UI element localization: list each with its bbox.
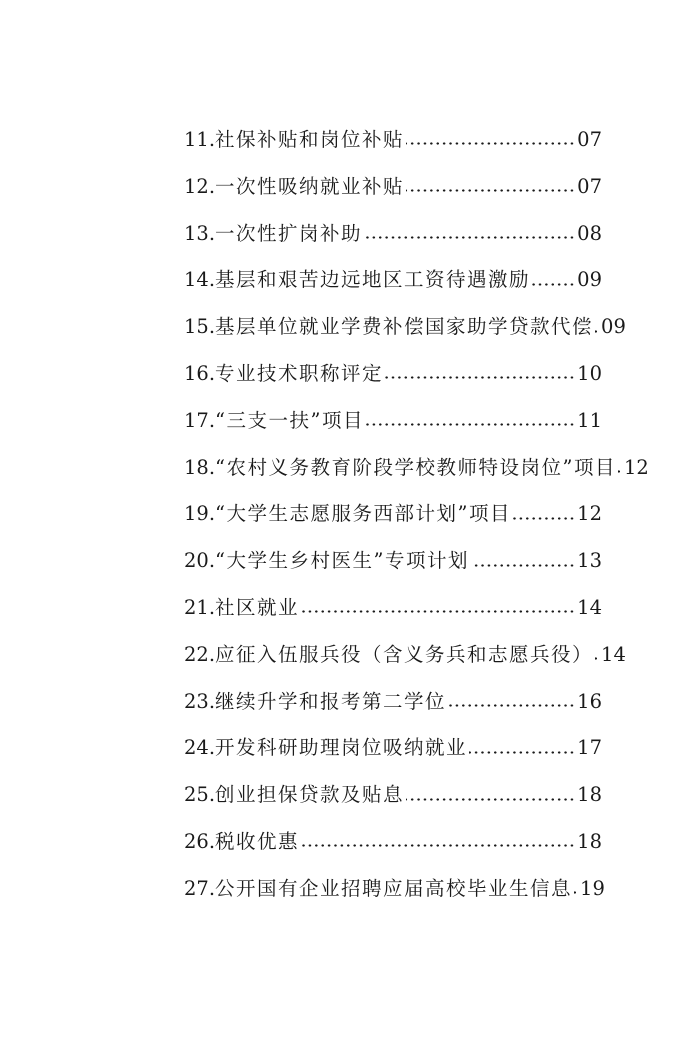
entry-title: “三支一扶”项目 [215, 408, 364, 432]
entry-page-number: 10 [577, 361, 602, 385]
entry-page-number: 08 [577, 221, 602, 245]
dot-leader [530, 257, 577, 304]
entry-title: 开发科研助理岗位吸纳就业 [215, 736, 468, 760]
entry-title: 社区就业 [215, 595, 300, 619]
toc-entry-20[interactable] [184, 538, 602, 585]
entry-number: 20. [184, 549, 216, 573]
toc-entry-13[interactable] [184, 211, 602, 258]
entry-number: 14. [184, 268, 216, 292]
dot-leader [383, 351, 577, 398]
entry-page-number: 14 [601, 642, 626, 666]
toc-entry-27[interactable] [184, 866, 605, 913]
entry-number: 17. [184, 408, 216, 432]
entry-page-number: 07 [577, 128, 602, 151]
entry-title: “农村义务教育阶段学校教师特设岗位”项目 [215, 455, 616, 479]
entry-page-number: 19 [580, 876, 605, 900]
entry-number: 18. [184, 455, 216, 479]
entry-title: 基层和艰苦边远地区工资待遇激励 [215, 268, 531, 292]
entry-number: 21. [184, 595, 216, 619]
entry-title: 创业担保贷款及贴息 [215, 783, 405, 807]
entry-number: 23. [184, 689, 216, 713]
entry-title: 公开国有企业招聘应届高校毕业生信息 [215, 876, 573, 900]
entry-number: 27. [184, 876, 216, 900]
entry-page-number: 14 [577, 595, 602, 619]
dot-leader [572, 866, 580, 913]
dot-leader [362, 211, 577, 258]
toc-entry-24[interactable] [184, 725, 602, 772]
toc-entry-21[interactable] [184, 585, 602, 632]
entry-page-number: 09 [577, 268, 602, 292]
entry-page-number: 18 [577, 829, 602, 853]
toc-entry-26[interactable] [184, 819, 602, 866]
dot-leader [469, 538, 577, 585]
toc-entry-18[interactable] [184, 445, 649, 492]
toc-entry-23[interactable] [184, 679, 602, 726]
entry-page-number: 17 [577, 736, 602, 760]
entry-title: 应征入伍服兵役（含义务兵和志愿兵役） [215, 642, 594, 666]
dot-leader [593, 304, 601, 351]
toc-entry-25[interactable] [184, 772, 602, 819]
toc-entry-19[interactable] [184, 491, 602, 538]
dot-leader [404, 772, 577, 819]
entry-page-number: 12 [577, 502, 602, 526]
dot-leader [404, 164, 577, 211]
toc-entry-14[interactable] [184, 257, 602, 304]
entry-title: 税收优惠 [215, 829, 300, 853]
table-of-contents [184, 117, 649, 913]
dot-leader [467, 725, 577, 772]
entry-number: 16. [184, 361, 216, 385]
entry-number: 15. [184, 315, 216, 339]
dot-leader [404, 117, 577, 164]
entry-title: 专业技术职称评定 [215, 361, 384, 385]
dot-leader [593, 632, 601, 679]
entry-number: 22. [184, 642, 216, 666]
entry-title: 一次性吸纳就业补贴 [215, 174, 405, 198]
dot-leader [616, 445, 624, 492]
toc-entry-12[interactable] [184, 164, 602, 211]
entry-number: 24. [184, 736, 216, 760]
dot-leader [446, 679, 577, 726]
entry-page-number: 09 [601, 315, 626, 339]
toc-entry-15[interactable] [184, 304, 626, 351]
entry-title: 基层单位就业学费补偿国家助学贷款代偿 [215, 315, 594, 339]
entry-page-number: 18 [577, 783, 602, 807]
dot-leader [364, 398, 577, 445]
entry-title: 一次性扩岗补助 [215, 221, 363, 245]
entry-page-number: 11 [577, 408, 602, 432]
toc-entry-22[interactable] [184, 632, 626, 679]
entry-title: “大学生志愿服务西部计划”项目 [215, 502, 511, 526]
toc-entry-17[interactable] [184, 398, 602, 445]
entry-page-number: 13 [577, 549, 602, 573]
entry-number: 26. [184, 829, 216, 853]
entry-number: 12. [184, 174, 216, 198]
entry-page-number: 16 [577, 689, 602, 713]
toc-entry-16[interactable] [184, 351, 602, 398]
entry-title: 社保补贴和岗位补贴 [215, 128, 405, 151]
toc-entry-11[interactable] [184, 117, 602, 164]
entry-page-number: 07 [577, 174, 602, 198]
dot-leader [299, 819, 577, 866]
entry-number: 11. [184, 128, 216, 151]
entry-title: 继续升学和报考第二学位 [215, 689, 447, 713]
entry-title: “大学生乡村医生”专项计划 [215, 549, 469, 573]
entry-number: 13. [184, 221, 216, 245]
entry-page-number: 12 [623, 455, 649, 479]
dot-leader [299, 585, 577, 632]
entry-number: 19. [184, 502, 216, 526]
dot-leader [511, 491, 577, 538]
entry-number: 25. [184, 783, 216, 807]
